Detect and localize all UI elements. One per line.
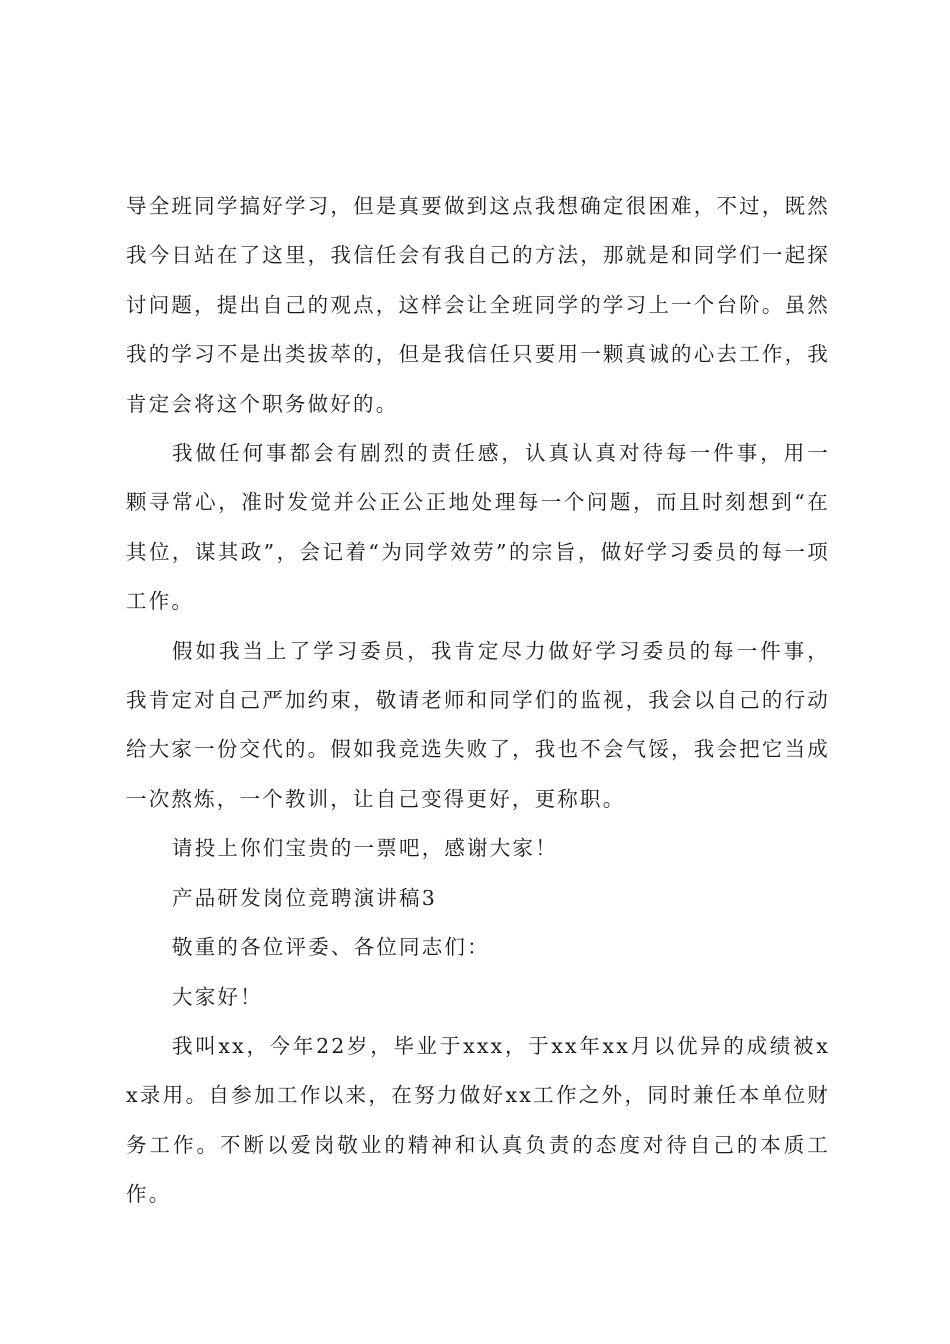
- paragraph-closing: 请投上你们宝贵的一票吧，感谢大家！: [172, 836, 558, 861]
- section-heading: 产品研发岗位竞聘演讲稿3: [172, 885, 437, 910]
- document-body: [126, 182, 830, 1220]
- paragraph-introduction: 我叫xx，今年22岁，毕业于xxx，于xx年xx月以优异的成绩被xx录用。自参加工作以来，在努力做好xx工作之外，同时兼任本单位财务工作。不断以爱岗敬业的精神和认真负责的态度对待自己的本质工作。: [126, 1033, 830, 1207]
- paragraph-commitment: 假如我当上了学习委员，我肯定尽力做好学习委员的每一件事，我肯定对自己严加约束，敬请老师和同学们的监视，我会以自己的行动给大家一份交代的。假如我竞选失败了，我也不会气馁，我会把它当成一次熬炼，一个教训，让自己变得更好，更称职。: [126, 638, 830, 811]
- salutation: 敬重的各位评委、各位同志们：: [172, 935, 490, 960]
- paragraph-continuation: 导全班同学搞好学习，但是真要做到这点我想确定很困难，不过，既然我今日站在了这里，我信任会有我自己的方法，那就是和同学们一起探讨问题，提出自己的观点，这样会让全班同学的学习上一个台阶。虽然我的学习不是出类拔萃的，但是我信任只要用一颗真诚的心去工作，我肯定会将这个职务做好的。: [126, 194, 830, 416]
- greeting: 大家好！: [172, 984, 263, 1009]
- paragraph-responsibility: 我做任何事都会有剧烈的责任感，认真认真对待每一件事，用一颗寻常心，准时发觉并公正公正地处理每一个问题，而且时刻想到“在其位，谋其政”，会记着“为同学效劳”的宗旨，做好学习委员的每一项工作。: [126, 441, 830, 614]
